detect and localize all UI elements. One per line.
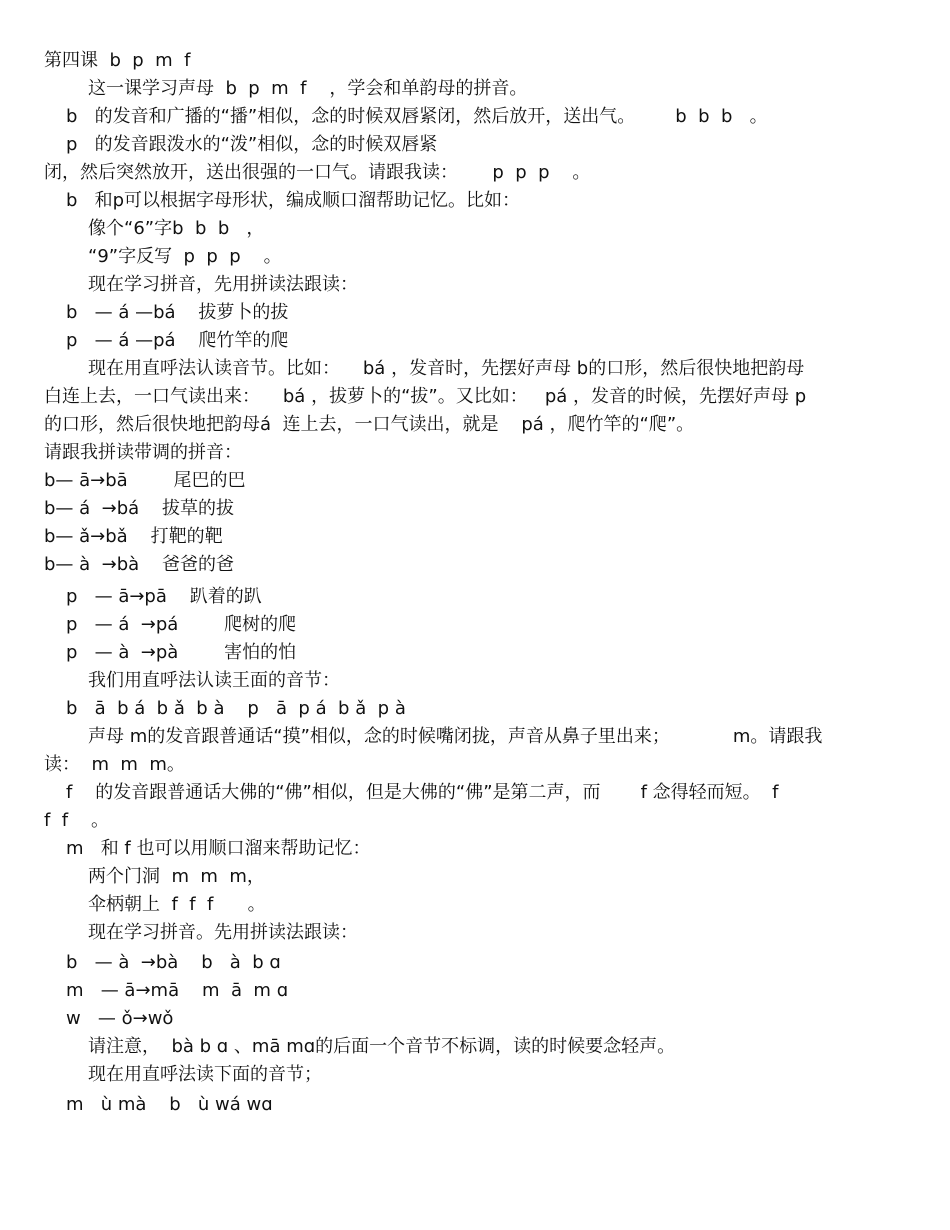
text-line: 闭，然后突然放开，送出很强的一口气。请跟我读： p p p 。 <box>44 162 591 183</box>
pinyin-line: m ù mà b ù wá wɑ <box>66 1094 273 1115</box>
text-line: f 的发音跟普通话大佛的“佛”相似，但是大佛的“佛”是第二声，而 f 念得轻而短。 f <box>66 782 779 803</box>
pinyin-line: b— ǎ→bǎ 打靶的靶 <box>44 526 223 547</box>
text-line: f f 。 <box>44 810 110 831</box>
text-line: 现在学习拼音。先用拼读法跟读： <box>88 922 358 943</box>
pinyin-line: m — ā→mā m ā m ɑ <box>66 980 289 1001</box>
text-line: 现在用直呼法认读音节。比如： bá ，发音时，先摆好声母 b的口形，然后很快地把韵母 <box>88 358 805 379</box>
text-line: m 和 f 也可以用顺口溜来帮助记忆： <box>66 838 371 859</box>
pinyin-line: p — á —pá 爬竹竿的爬 <box>66 330 289 351</box>
text-line: 伞柄朝上 f f f 。 <box>88 894 266 915</box>
text-line: 请跟我拼读带调的拼音： <box>44 442 242 463</box>
lesson-title: 第四课 b p m f <box>44 50 191 71</box>
text-line: 读： m m m。 <box>44 754 185 775</box>
text-line: 的口形，然后很快地把韵母á 连上去，一口气读出，就是 pá ，爬竹竿的“爬”。 <box>44 414 695 435</box>
text-line: p 的发音跟泼水的“泼”相似，念的时候双唇紧 <box>66 134 438 155</box>
text-line: 现在学习拼音，先用拼读法跟读： <box>88 274 358 295</box>
text-line: 白连上去，一口气读出来： bá ，拔萝卜的“拔”。又比如： pá ，发音的时候，先摆好声母 p <box>44 386 807 407</box>
text-line: “9”字反写 p p p 。 <box>88 246 282 267</box>
text-line: 这一课学习声母 b p m f ，学会和单韵母的拼音。 <box>88 78 528 99</box>
pinyin-line: b— á →bá 拔草的拔 <box>44 498 235 519</box>
text-line: b 的发音和广播的“播”相似，念的时候双唇紧闭，然后放开，送出气。 b b b 。 <box>66 106 768 127</box>
pinyin-line: b— à →bà 爸爸的爸 <box>44 554 235 575</box>
text-line: 请注意， bà b ɑ 、mā mɑ的后面一个音节不标调，读的时候要念轻声。 <box>88 1036 676 1057</box>
pinyin-line: b — á —bá 拔萝卜的拔 <box>66 302 289 323</box>
pinyin-line: b ā b á b ǎ b à p ā p á b ǎ p à <box>66 698 406 719</box>
pinyin-line: p — á →pá 爬树的爬 <box>66 614 297 635</box>
text-line: 两个门洞 m m m， <box>88 866 265 887</box>
text-line: 现在用直呼法读下面的音节； <box>88 1064 322 1085</box>
pinyin-line: b— ā→bā 尾巴的巴 <box>44 470 246 491</box>
text-line: 我们用直呼法认读王面的音节： <box>88 670 340 691</box>
text-line: 声母 m的发音跟普通话“摸”相似，念的时候嘴闭拢，声音从鼻子里出来； m。请跟我 <box>88 726 823 747</box>
text-line: b 和p可以根据字母形状，编成顺口溜帮助记忆。比如： <box>66 190 521 211</box>
pinyin-line: p — à →pà 害怕的怕 <box>66 642 297 663</box>
text-line: 像个“6”字b b b ， <box>88 218 265 239</box>
pinyin-line: b — à →bà b à b ɑ <box>66 952 281 973</box>
pinyin-line: p — ā→pā 趴着的趴 <box>66 586 262 607</box>
pinyin-line: w — ǒ→wǒ <box>66 1008 174 1029</box>
